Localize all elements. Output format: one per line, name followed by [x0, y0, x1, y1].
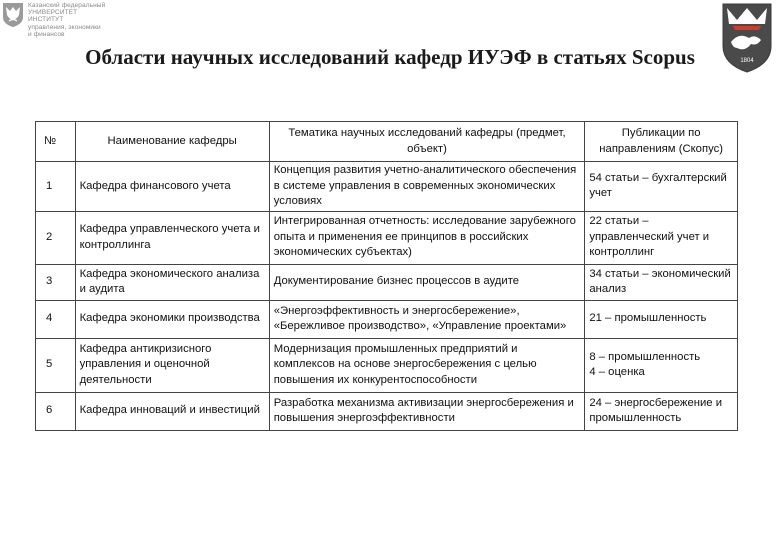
row-number: 4: [36, 300, 76, 338]
header-number: №: [36, 122, 76, 162]
row-number: 2: [36, 211, 76, 264]
university-logo: [2, 2, 105, 38]
department-name: Кафедра финансового учета: [75, 162, 269, 212]
row-number: 6: [36, 392, 76, 430]
department-name: Кафедра экономического анализа и аудита: [75, 264, 269, 300]
research-topic: «Энергоэффективность и энергосбережение», «Бережливое производство», «Управление проектами»: [269, 300, 585, 338]
research-topic: Модернизация промышленных предприятий и комплексов на основе энергосбережения с целью повышения их конкурентоспособности: [269, 338, 585, 392]
table-row: [36, 392, 738, 430]
table-header-row: [36, 122, 738, 162]
table-row: [36, 211, 738, 264]
publications: 34 статьи – экономический анализ: [585, 264, 738, 300]
research-topic: Разработка механизма активизации энергосбережения и повышения энергоэффективности: [269, 392, 585, 430]
publications: 24 – энергосбережение и промышленность: [585, 392, 738, 430]
row-number: 1: [36, 162, 76, 212]
department-name: Кафедра антикризисного управления и оценочной деятельности: [75, 338, 269, 392]
research-areas-table: [35, 121, 738, 431]
table-row: [36, 300, 738, 338]
department-name: Кафедра управленческого учета и контроллинга: [75, 211, 269, 264]
university-logo-text: [28, 2, 105, 38]
department-name: Кафедра экономики производства: [75, 300, 269, 338]
logo-line-4: управления, экономики: [28, 23, 101, 31]
research-topic: Документирование бизнес процессов в аудите: [269, 264, 585, 300]
institute-shield-icon: [721, 2, 773, 74]
header-research-topic: Тематика научных исследований кафедры (предмет, объект): [269, 122, 585, 162]
page-title: Области научных исследований кафедр ИУЭФ в статьях Scopus: [85, 45, 695, 69]
publications: 22 статьи – управленческий учет и контроллинг: [585, 211, 738, 264]
logo-line-3: ИНСТИТУТ: [28, 16, 64, 24]
table-row: [36, 162, 738, 212]
header-publications: Публикации по направлениям (Скопус): [585, 122, 738, 162]
row-number: 3: [36, 264, 76, 300]
research-topic: Концепция развития учетно-аналитического обеспечения в системе управления в современных экономических условиях: [269, 162, 585, 212]
table-row: [36, 264, 738, 300]
emblem-year: 1804: [740, 58, 754, 64]
publications: 21 – промышленность: [585, 300, 738, 338]
logo-line-2: УНИВЕРСИТЕТ: [28, 9, 78, 17]
logo-line-1: Казанский федеральный: [28, 2, 106, 9]
department-name: Кафедра инноваций и инвестиций: [75, 392, 269, 430]
table-row: [36, 338, 738, 392]
logo-line-5: и финансов: [28, 30, 65, 38]
university-emblem-icon: [2, 2, 24, 28]
publications: 54 статьи – бухгалтерский учет: [585, 162, 738, 212]
publications: 8 – промышленность 4 – оценка: [585, 338, 738, 392]
row-number: 5: [36, 338, 76, 392]
header-department: Наименование кафедры: [75, 122, 269, 162]
research-topic: Интегрированная отчетность: исследование зарубежного опыта и применения ее принципов в российских экономических субъектах): [269, 211, 585, 264]
